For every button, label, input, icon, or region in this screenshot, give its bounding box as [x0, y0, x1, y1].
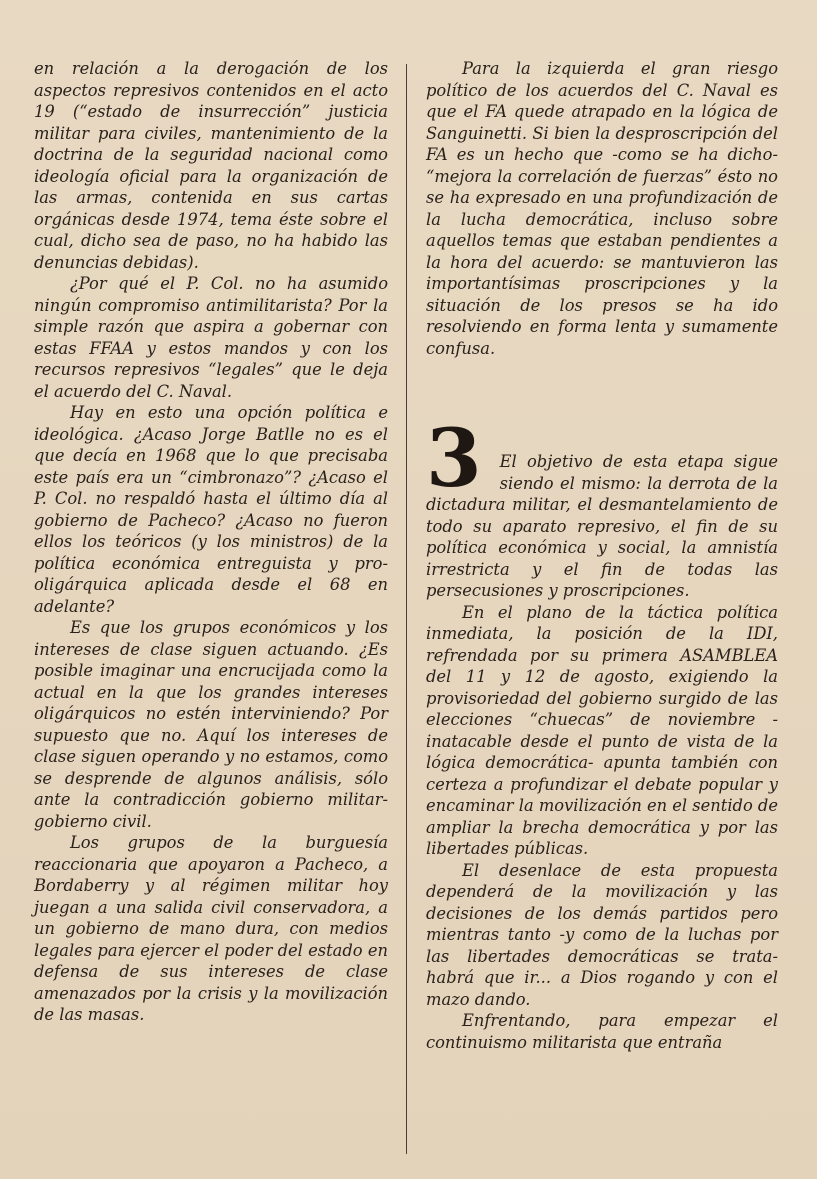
left-column — [34, 58, 388, 1026]
left-paragraph-1: en relación a la derogación de los aspectos represivos contenidos en el acto 19 (“estado de insurrección” justicia militar para civiles, mantenimiento de la doctrina de la seguridad nacional como ideología oficial para la organización de las armas, contenida en sus cartas orgánicas desde 1974, tema éste sobre el cual, dicho sea de paso, no ha habido las denuncias debidas). — [34, 59, 388, 272]
left-paragraph-2: ¿Por qué el P. Col. no ha asumido ningún compromiso antimilitarista? Por la simple razón que aspira a gobernar con estas FFAA y estos mandos y con los recursos represivos “legales” que le deja el acuerdo del C. Naval. — [34, 274, 388, 401]
section-number: 3 — [426, 411, 482, 505]
section-3 — [426, 411, 778, 1053]
right-paragraph-1: Para la izquierda el gran riesgo político de los acuerdos del C. Naval es que el FA quede atrapado en la lógica de Sanguinetti. Si bien la desproscripción del FA es un hecho que -como se ha dicho- “mejora la correlación de fuerzas” ésto no se ha expresado en una profundización de la lucha democrática, incluso sobre aquellos temas que estaban pendientes a la hora del acuerdo: se mantuvieron las importantísimas proscripciones y la situación de los presos se ha ido resolviendo en forma lenta y sumamente confusa. — [426, 59, 778, 358]
right-column — [426, 58, 778, 1053]
right-paragraph-3: En el plano de la táctica política inmediata, la posición de la IDI, refrendada por su primera ASAMBLEA del 11 y 12 de agosto, exigiendo la provisoriedad del gobierno surgido de las elecciones “chuecas” de noviembre -inatacable desde el punto de vista de la lógica democrática- apunta también con certeza a profundizar el debate popular y encaminar la movilización en el sentido de ampliar la brecha democrática y por las libertades públicas. — [426, 602, 778, 858]
right-paragraph-4: El desenlace de esta propuesta dependerá de la movilización y las decisiones de los demás partidos pero mientras tanto -y como de la luchas por las libertades democráticas se trata- habrá que ir... a Dios rogando y con el mazo dando. — [426, 860, 778, 1009]
left-paragraph-4: Es que los grupos económicos y los intereses de clase siguen actuando. ¿Es posible imaginar una encrucijada como la actual en la que los grandes intereses oligárquicos no estén interviniendo? Por supuesto que no. Aquí los intereses de clase siguen operando y no estamos, como se desprende de algunos análisis, sólo ante la contradicción gobierno militar-gobierno civil. — [34, 618, 388, 831]
column-divider — [406, 64, 407, 1154]
right-paragraph-2: El objetivo de esta etapa sigue siendo el mismo: la derrota de la dictadura militar, el desmantelamiento de todo su aparato represivo, el fin de su política económica y social, la amnistía irrestricta y el fin de todas las persecusiones y proscripciones. — [426, 452, 778, 600]
left-paragraph-5: Los grupos de la burguesía reaccionaria que apoyaron a Pacheco, a Bordaberry y al régimen militar hoy juegan a una salida civil conservadora, a un gobierno de mano dura, con medios legales para ejercer el poder del estado en defensa de sus intereses de clase amenazados por la crisis y la movilización de las masas. — [34, 833, 388, 1024]
left-paragraph-3: Hay en esto una opción política e ideológica. ¿Acaso Jorge Batlle no es el que decía en 1968 que lo que precisaba este país era un “cimbronazo”? ¿Acaso el P. Col. no respaldó hasta el último día al gobierno de Pacheco? ¿Acaso no fueron ellos los teóricos (y los ministros) de la política económica entreguista y pro-oligárquica aplicada desde el 68 en adelante? — [34, 403, 388, 616]
right-paragraph-5: Enfrentando, para empezar el continuismo militarista que entraña — [426, 1011, 778, 1052]
